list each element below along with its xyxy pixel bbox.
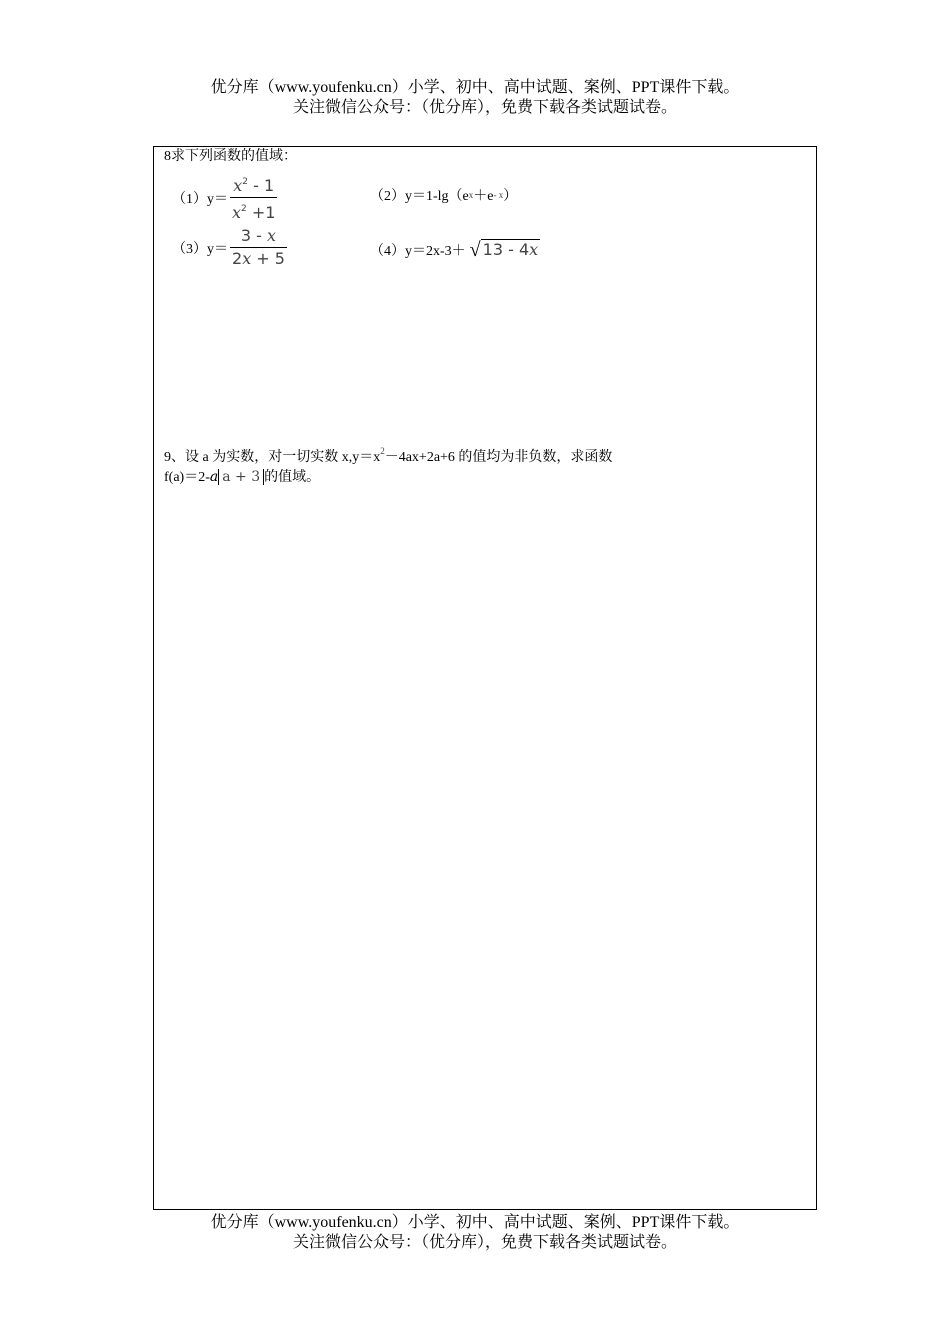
q8-item-3 xyxy=(172,225,287,270)
q8-item-1-label: （1）y＝ xyxy=(172,191,228,207)
fraction-numerator: 3 - x xyxy=(240,226,277,245)
absolute-value: a + 3 xyxy=(218,469,264,485)
q8-item-3-fraction xyxy=(230,225,287,270)
q8-item-2-end: ） xyxy=(503,189,518,204)
radicand: 13 - 4x xyxy=(482,240,539,259)
question-9-line-2: f(a)＝2-a a + 3 的值域。 xyxy=(164,469,321,485)
q8-item-4 xyxy=(370,239,540,260)
fraction-numerator: $x^2 - 1$ xyxy=(233,176,275,195)
q8-item-4-label: （4）y＝2x-3＋ xyxy=(370,243,466,259)
q8-item-1 xyxy=(172,171,277,224)
answer-box xyxy=(153,146,817,1210)
question-9-line-1: 9、设 a 为实数，对一切实数 $x,y=x^2-4ax+2a+6$ 的值均为非负数，求函数 xyxy=(164,446,613,465)
q8-item-2-exp2: - x xyxy=(493,190,504,200)
fraction-denominator: 2x + 5 xyxy=(232,249,285,268)
q8-item-2-label: （2）y＝1-lg（e xyxy=(370,189,469,204)
header-line-1: 优分库（www.youfenku.cn）小学、初中、高中试题、案例、PPT课件下载。 xyxy=(210,79,740,96)
footer-line-2: 关注微信公众号：（优分库），免费下载各类试题试卷。 xyxy=(292,1234,677,1251)
radical-sign-icon: √ xyxy=(469,239,481,261)
page-footer xyxy=(0,1213,950,1253)
q8-item-1-fraction xyxy=(230,171,277,224)
q8-item-3-label: （3）y＝ xyxy=(172,241,228,257)
q8-item-2-mid: ＋e xyxy=(473,189,494,204)
fraction-denominator: $x^2 +1$ xyxy=(232,203,276,222)
q8-item-2 xyxy=(370,185,517,205)
header-line-2: 关注微信公众号：（优分库），免费下载各类试题试卷。 xyxy=(292,99,677,116)
question-8-title: 8求下列函数的值域： xyxy=(164,149,297,164)
square-root xyxy=(470,239,541,260)
footer-line-1: 优分库（www.youfenku.cn）小学、初中、高中试题、案例、PPT课件下载。 xyxy=(210,1214,740,1231)
q8-item-2-exp1: x xyxy=(468,190,474,200)
page-header xyxy=(0,78,950,118)
